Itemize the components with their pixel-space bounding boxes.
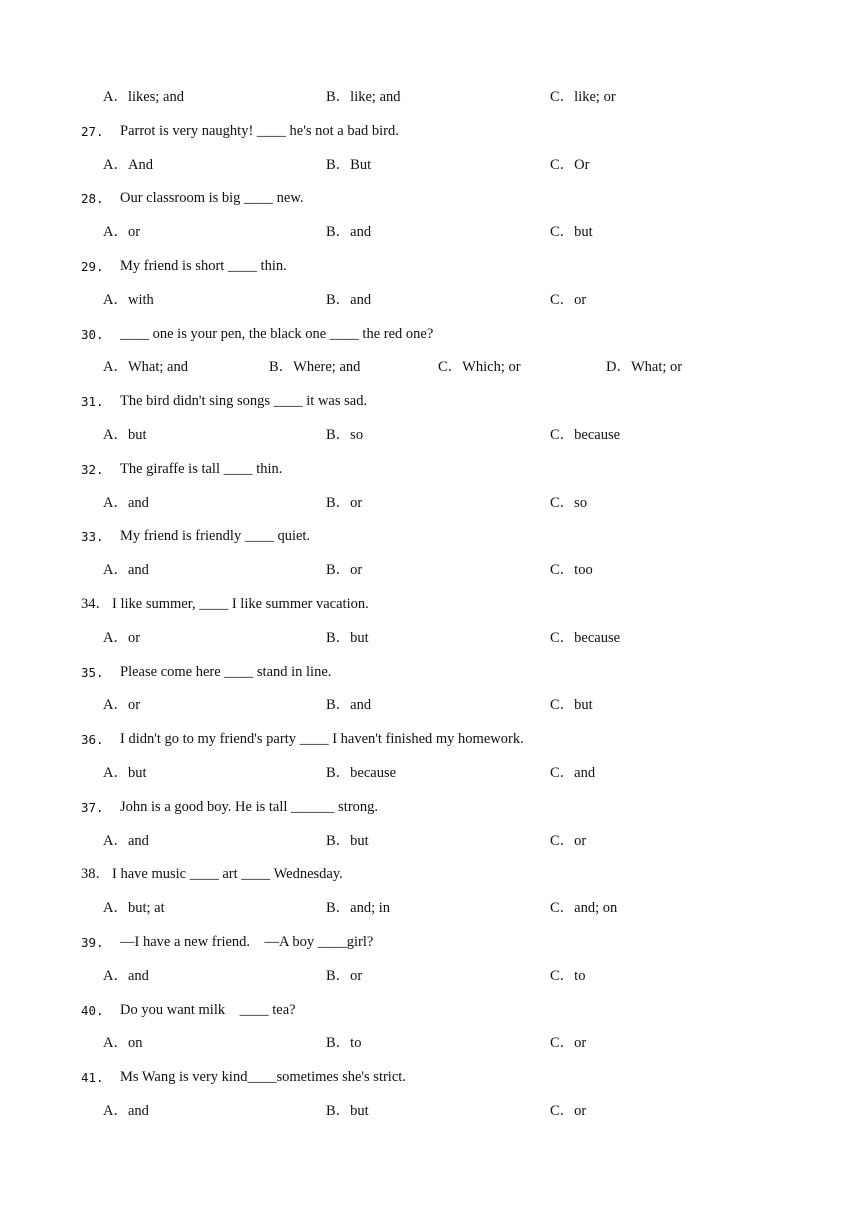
answer-option: A．on <box>103 1035 143 1052</box>
answer-option: A．and <box>103 562 149 579</box>
question-text: The bird didn't sing songs ____ it was sad. <box>120 393 368 410</box>
answer-option: C．and; on <box>550 900 618 917</box>
question-row <box>0 723 860 757</box>
answer-option: A．What; and <box>103 359 188 376</box>
options-row <box>0 1027 860 1061</box>
options-row <box>0 284 860 318</box>
answer-option: B．But <box>326 156 372 173</box>
answer-option: A．but; at <box>103 900 165 917</box>
answer-option: A．but <box>103 764 147 781</box>
question-text: Do you want milk ____ tea? <box>120 1001 296 1018</box>
answer-option: A．And <box>103 156 153 173</box>
answer-option: A．and <box>103 832 149 849</box>
answer-option: B．but <box>326 1102 369 1119</box>
answer-option: B．and <box>326 224 372 241</box>
answer-option: C．or <box>550 1102 587 1119</box>
question-row <box>0 453 860 487</box>
answer-option: B．or <box>326 967 363 984</box>
answer-option: A．likes; and <box>103 89 184 105</box>
answer-option: B．but <box>326 832 369 849</box>
answer-option: C．or <box>550 832 587 849</box>
question-number: 39. <box>81 934 104 950</box>
question-number: 29. <box>81 258 104 274</box>
answer-option: B．and <box>326 291 372 308</box>
answer-option: D．What; or <box>606 359 683 376</box>
answer-option: C．and <box>550 764 596 781</box>
question-row <box>0 1061 860 1095</box>
question-text: John is a good boy. He is tall ______ strong. <box>120 798 379 815</box>
question-row <box>0 994 860 1028</box>
options-row <box>0 554 860 588</box>
question-number: 30. <box>81 326 104 342</box>
question-text: My friend is short ____ thin. <box>120 257 287 274</box>
options-row <box>0 825 860 859</box>
worksheet-page <box>0 81 860 1129</box>
question-number: 40. <box>81 1002 104 1018</box>
answer-option: B．or <box>326 562 363 579</box>
question-number: 37. <box>81 799 104 815</box>
options-row <box>0 1095 860 1129</box>
question-row <box>0 858 860 892</box>
question-text: Parrot is very naughty! ____ he's not a bad bird. <box>120 122 399 139</box>
question-text: I didn't go to my friend's party ____ I haven't finished my homework. <box>120 731 524 748</box>
answer-option: A．or <box>103 224 141 241</box>
answer-option: B．because <box>326 764 397 781</box>
question-number: 35. <box>81 664 104 680</box>
options-row <box>0 960 860 994</box>
answer-option: C．because <box>550 426 621 443</box>
options-row <box>0 689 860 723</box>
answer-option: A．or <box>103 697 141 714</box>
answer-option: C．like; or <box>550 89 616 105</box>
answer-option: A．with <box>103 291 154 308</box>
options-row <box>0 487 860 521</box>
question-row <box>0 656 860 690</box>
answer-option: C．Or <box>550 156 590 173</box>
options-row <box>0 757 860 791</box>
question-row <box>0 318 860 352</box>
question-text: My friend is friendly ____ quiet. <box>120 528 311 545</box>
answer-option: C．so <box>550 494 588 511</box>
question-number: 34． <box>81 595 110 612</box>
answer-option: B．and <box>326 697 372 714</box>
question-text: —I have a new friend. —A boy ____girl? <box>120 933 374 950</box>
question-number: 31. <box>81 394 104 410</box>
question-row <box>0 520 860 554</box>
question-row <box>0 588 860 622</box>
answer-option: A．and <box>103 967 149 984</box>
question-number: 33. <box>81 529 104 545</box>
question-row <box>0 182 860 216</box>
options-row <box>0 419 860 453</box>
question-text: I have music ____ art ____ Wednesday. <box>112 866 343 883</box>
answer-option: A．but <box>103 426 147 443</box>
answer-option: B．and; in <box>326 900 391 917</box>
answer-option: B．like; and <box>326 89 401 105</box>
options-row <box>0 81 860 115</box>
question-text: Our classroom is big ____ new. <box>120 190 304 207</box>
question-number: 27. <box>81 123 104 139</box>
question-row <box>0 250 860 284</box>
question-number: 38． <box>81 866 110 883</box>
question-text: The giraffe is tall ____ thin. <box>120 460 283 477</box>
question-row <box>0 926 860 960</box>
answer-option: C．too <box>550 562 593 579</box>
answer-option: C．or <box>550 1035 587 1052</box>
answer-option: C．because <box>550 629 621 646</box>
options-row <box>0 622 860 656</box>
answer-option: C．Which; or <box>438 359 521 376</box>
question-number: 28. <box>81 191 104 207</box>
question-text: Ms Wang is very kind____sometimes she's strict. <box>120 1069 406 1086</box>
answer-option: B．Where; and <box>269 359 361 376</box>
answer-option: B．but <box>326 629 369 646</box>
answer-option: A．or <box>103 629 141 646</box>
question-text: ____ one is your pen, the black one ____ the red one? <box>120 325 434 342</box>
question-text: Please come here ____ stand in line. <box>120 663 332 680</box>
answer-option: B．so <box>326 426 364 443</box>
answer-option: C．but <box>550 697 593 714</box>
answer-option: C．but <box>550 224 593 241</box>
options-row <box>0 892 860 926</box>
question-number: 41. <box>81 1070 104 1086</box>
question-row <box>0 115 860 149</box>
answer-option: C．to <box>550 967 586 984</box>
answer-option: A．and <box>103 1102 149 1119</box>
options-row <box>0 351 860 385</box>
options-row <box>0 149 860 183</box>
answer-option: B．to <box>326 1035 362 1052</box>
options-row <box>0 216 860 250</box>
question-row <box>0 791 860 825</box>
answer-option: B．or <box>326 494 363 511</box>
question-number: 32. <box>81 461 104 477</box>
question-number: 36. <box>81 732 104 748</box>
question-row <box>0 385 860 419</box>
answer-option: C．or <box>550 291 587 308</box>
answer-option: A．and <box>103 494 149 511</box>
question-text: I like summer, ____ I like summer vacation. <box>112 595 369 612</box>
